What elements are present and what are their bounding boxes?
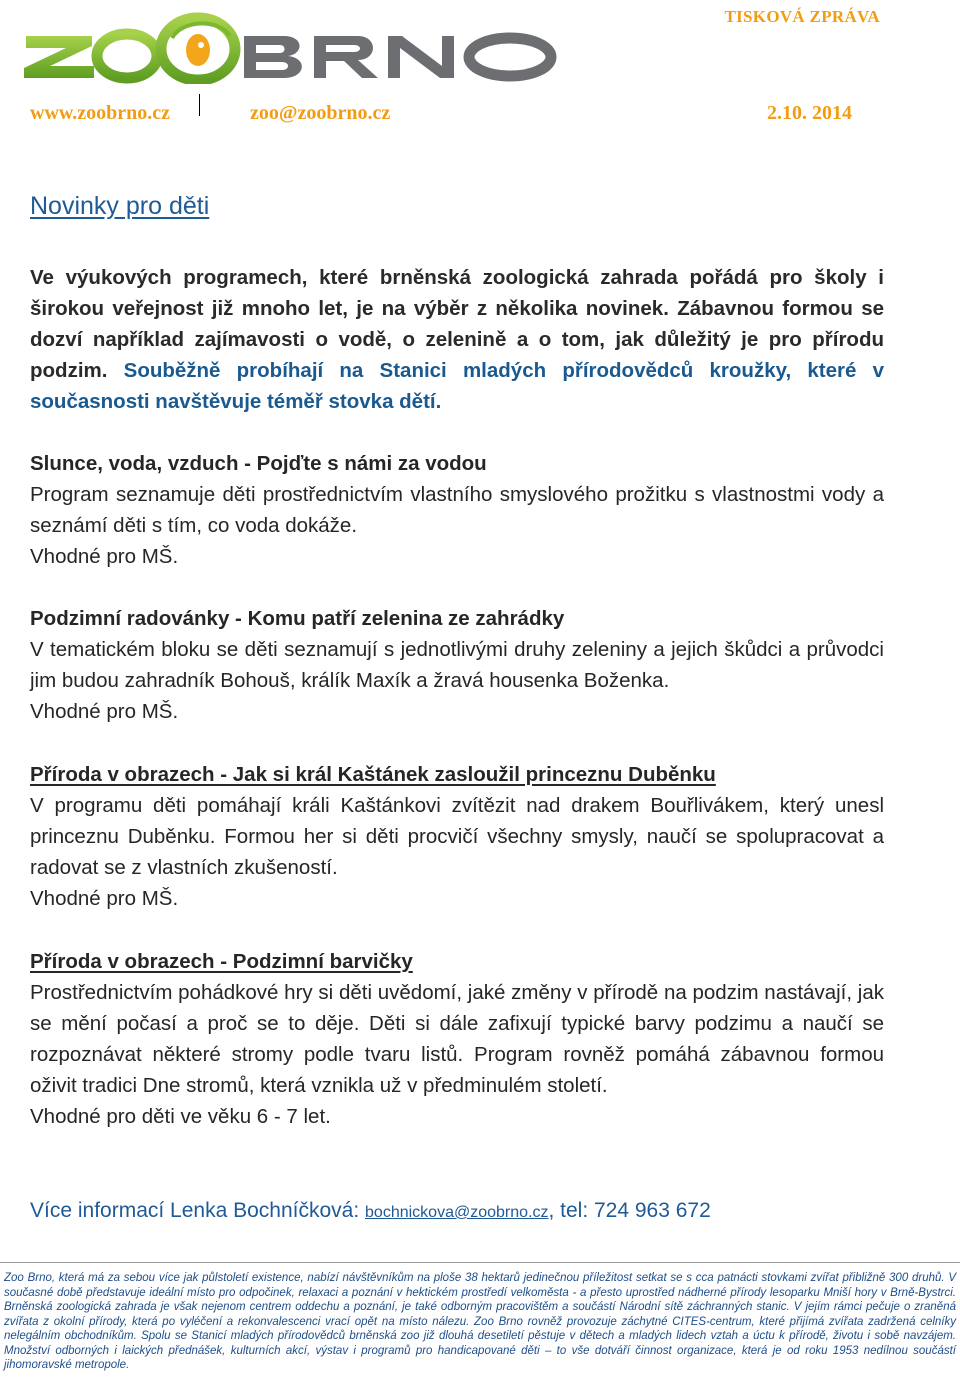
contact-phone: , tel: 724 963 672 — [548, 1199, 711, 1222]
program-description: V programu děti pomáhají králi Kaštánkovi zvítězit nad drakem Bouřlivákem, který unesl princeznu Duběnku. Formou her si děti procvičí všechny smysly, naučí se spolupracovat a radovat se z vlastních zkušeností. — [30, 794, 884, 879]
page-title: Novinky pro děti — [30, 192, 210, 220]
footer-divider — [0, 1262, 960, 1263]
program-section — [30, 759, 884, 914]
logo-letter-b — [244, 36, 302, 78]
program-section — [30, 603, 884, 727]
program-heading: Slunce, voda, vzduch - Pojďte s námi za vodou — [30, 452, 487, 475]
logo-letter-n — [388, 36, 454, 78]
program-heading: Příroda v obrazech - Podzimní barvičky — [30, 950, 413, 973]
program-section — [30, 946, 884, 1132]
logo-letter-o — [97, 34, 157, 78]
zoo-brno-logo — [22, 8, 567, 84]
program-description: Program seznamuje děti prostřednictvím vlastního smyslového prožitku s vlastnostmi vody a seznámí děti s tím, co voda dokáže. — [30, 483, 884, 537]
program-heading: Podzimní radovánky - Komu patří zelenina ze zahrádky — [30, 607, 565, 630]
logo-letter-o2 — [469, 38, 551, 76]
program-suitable: Vhodné pro MŠ. — [30, 887, 179, 910]
email-link[interactable]: zoo@zoobrno.cz — [250, 102, 391, 124]
release-date: 2.10. 2014 — [767, 102, 852, 124]
logo-letter-z — [24, 36, 94, 78]
lead-part-1: Ve výukových programech, které brněnská zoologická zahrada pořádá pro školy i širokou veřejnost již mnoho let, je na výběr z několika novinek. Zábavnou formou se dozví například zajímavosti o vodě, o zelenině a o tom, jak důležitý je pro přírodu podzim. — [30, 266, 884, 382]
contact-prefix: Více informací Lenka Bochníčková: — [30, 1199, 366, 1222]
header-contacts — [30, 102, 852, 126]
lead-part-2: Souběžně probíhají na Stanici mladých přírodovědců kroužky, které v současnosti navštěvuje téměř stovka dětí. — [30, 359, 884, 413]
program-description: V tematickém bloku se děti seznamují s jednotlivými druhy zeleniny a jejich škůdci a průvodci jim budou zahradník Bohouš, králík Maxík a žravá housenka Boženka. — [30, 638, 884, 692]
program-suitable: Vhodné pro děti ve věku 6 - 7 let. — [30, 1105, 331, 1128]
program-heading: Příroda v obrazech - Jak si král Kaštánek zasloužil princeznu Duběnku — [30, 763, 716, 786]
contact-email-link[interactable]: bochnickova@zoobrno.cz — [365, 1204, 549, 1221]
lead-paragraph — [30, 262, 884, 417]
program-suitable: Vhodné pro MŠ. — [30, 700, 179, 723]
contact-info — [30, 1195, 711, 1228]
program-suitable: Vhodné pro MŠ. — [30, 545, 179, 568]
footer-about: Zoo Brno, která má za sebou více jak půlstoletí existence, nabízí návštěvníkům na ploše 38 hektarů jedinečnou příležitost setkat se s cca patnácti stovkami zvířat přibližně 300 druhů. V současné době představuje ideální místo pro odpočinek, relaxaci a poznání v hektickém prostředí velkoměsta - a přesto uprostřed nádherné přírody lesoparku Mniší hory v Brně-Bystrci. Brněnská zoologická zahrada je však nejenom centrem oddechu a poznání, je také odborným pracovištěm a součástí Národní sítě záchranných stanic. V jejím rámci pečuje o zraněná zvířata z okolní přírody, která po vyléčení a rekonvalescenci vrací opět na místo nálezu. Zoo Brno rovněž provozuje záchytné CITES-centrum, které přijímá zvířata zadržená celníky nelegálním obchodníkům. Spolu se Stanicí mladých přírodovědců brněnská zoo již dlouhá desetiletí pěstuje v dětech a mladých lidech vztah a úctu k přírodě, životu i sobě navzájem. Množství odborných i laických přednášek, kulturních akcí, výstav i programů pro handicapované děti – to vše dotváří činnost organizace, která je od roku 1953 nedílnou součástí jihomoravské metropole. — [4, 1272, 956, 1371]
press-release-label: TISKOVÁ ZPRÁVA — [724, 7, 880, 26]
program-description: Prostřednictvím pohádkové hry si děti uvědomí, jaké změny v přírodě na podzim nastávají, jak se mění počasí a proč se to děje. Děti si dále zafixují typické barvy podzimu a naučí se rozpoznávat některé stromy podle tvaru listů. Program rovněž pomáhá zábavnou formou oživit tradici Dne stromů, která vznikla už v předminulém století. — [30, 981, 884, 1097]
header-divider — [199, 94, 200, 116]
program-section — [30, 448, 884, 572]
website-link[interactable]: www.zoobrno.cz — [30, 102, 170, 124]
logo-letter-r — [314, 36, 378, 78]
